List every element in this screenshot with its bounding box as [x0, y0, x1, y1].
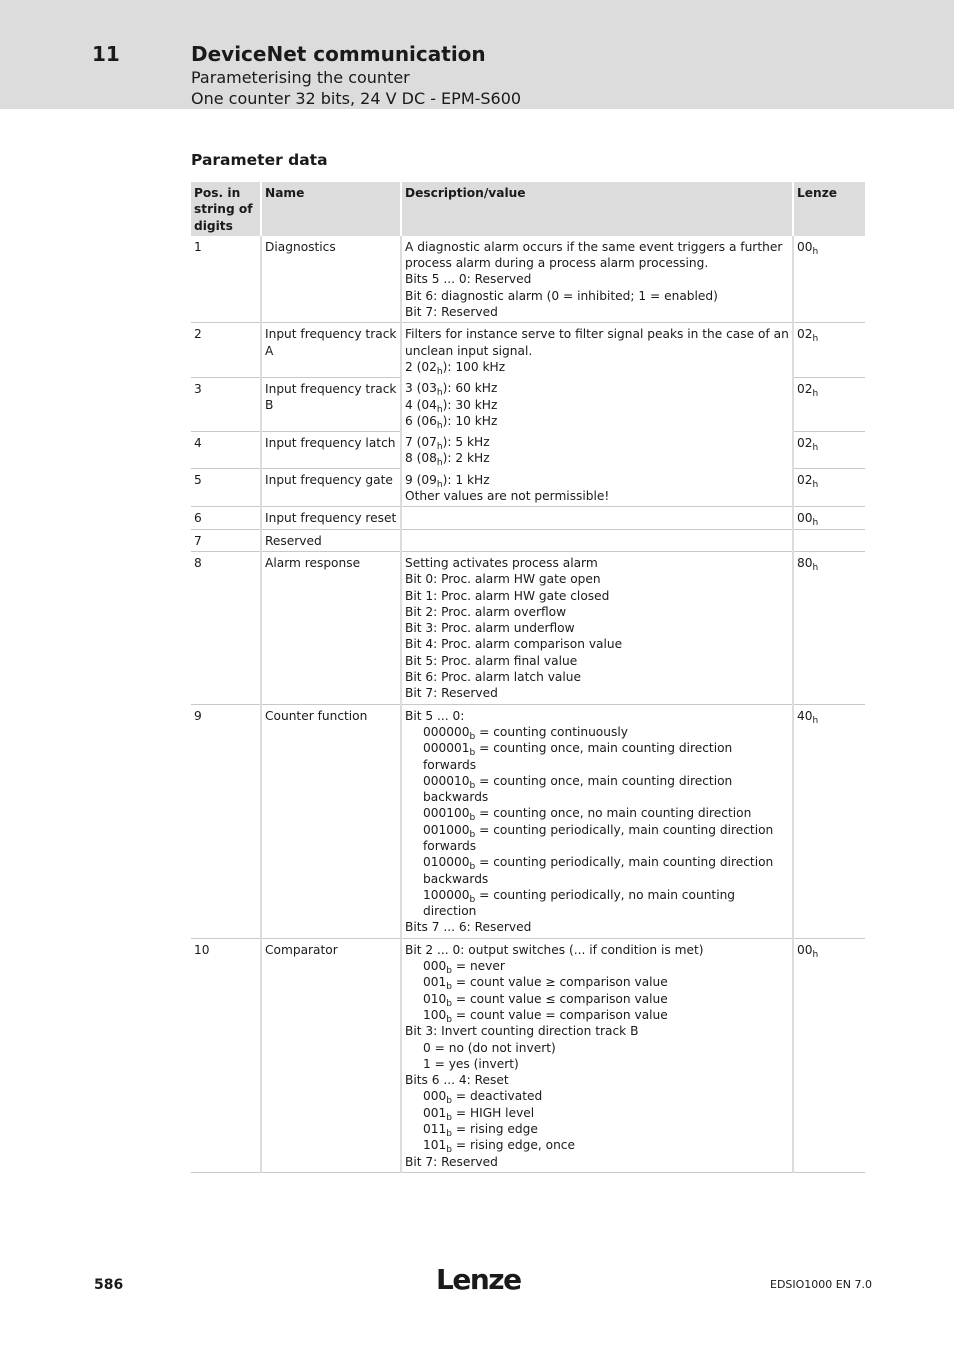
- desc-line: $001_b$ = HIGH level: [423, 1105, 535, 1123]
- cell-pos: 4: [191, 431, 261, 469]
- cell-lenze: [793, 236, 865, 323]
- cell-pos: 6: [191, 507, 261, 529]
- cell-name: Input frequency track A: [261, 323, 401, 377]
- desc-line: 9 $(09_h)$: 1 kHz: [405, 472, 490, 490]
- lenze-value: 00: [797, 511, 813, 526]
- lenze-sub: h: [812, 334, 819, 345]
- desc-line: 0 = no (do not invert): [423, 1040, 556, 1055]
- desc-line: Bits 7 ... 6: Reserved: [405, 920, 532, 935]
- cell-pos: 5: [191, 469, 261, 507]
- desc-line: Bit 7: Reserved: [405, 305, 498, 320]
- column-header-pos: Pos. in string of digits: [191, 182, 261, 236]
- subtitle-1: Parameterising the counter: [191, 68, 410, 87]
- desc-line: Bits 6 ... 4: Reset: [405, 1073, 509, 1088]
- subtitle-2: One counter 32 bits, 24 V DC - EPM-S600: [191, 89, 522, 108]
- table-row: [191, 938, 865, 1172]
- desc-line: Bits 5 ... 0: Reserved: [405, 272, 532, 287]
- cell-name: Input frequency gate: [261, 469, 401, 507]
- desc-line: $001000_b$ = counting periodically, main counting direction forwards: [423, 822, 774, 853]
- cell-name: Input frequency track B: [261, 377, 401, 431]
- lenze-logo: Lenze: [436, 1263, 521, 1296]
- lenze-sub: h: [812, 518, 819, 529]
- desc-line: $001_b$ = count value ≥ comparison value: [423, 975, 668, 993]
- desc-line: $000001_b$ = counting once, main counting direction forwards: [423, 741, 733, 772]
- desc-line: Bit 3: Invert counting direction track B: [405, 1024, 639, 1039]
- lenze-value: 02: [797, 435, 813, 450]
- cell-pos: 9: [191, 704, 261, 938]
- cell-lenze: [793, 551, 865, 704]
- desc-line: Bit 6: diagnostic alarm (0 = inhibited; 1 = enabled): [405, 288, 718, 303]
- cell-description: [401, 431, 793, 469]
- cell-description: [401, 529, 793, 551]
- desc-line: Bit 2: Proc. alarm overflow: [405, 604, 567, 619]
- lenze-value: 80: [797, 555, 813, 570]
- cell-name: Diagnostics: [261, 236, 401, 323]
- cell-description: [401, 551, 793, 704]
- cell-pos: 3: [191, 377, 261, 431]
- desc-line: 7 $(07_h)$: 5 kHz: [405, 435, 490, 453]
- desc-line: 1 = yes (invert): [423, 1056, 519, 1071]
- cell-description: [401, 323, 793, 377]
- desc-line: $101_b = rising$ edge, once: [423, 1138, 576, 1156]
- page-number: 586: [94, 1277, 124, 1293]
- desc-line: $000_b$ = deactivated: [423, 1089, 543, 1107]
- lenze-sub: h: [812, 442, 819, 453]
- lenze-value: 00: [797, 942, 813, 957]
- table-row: [191, 529, 865, 551]
- desc-line: $011_b = rising$ edge: [423, 1122, 538, 1140]
- lenze-value: 00: [797, 239, 813, 254]
- table-row: [191, 377, 865, 431]
- desc-line: Bit 3: Proc. alarm underflow: [405, 621, 575, 636]
- cell-lenze: [793, 469, 865, 507]
- lenze-sub: h: [812, 480, 819, 491]
- lenze-value: 02: [797, 381, 813, 396]
- desc-line: $000010_b$ = counting once, main counting direction backwards: [423, 773, 733, 805]
- desc-line: 8 $(08_h)$: 2 kHz: [405, 451, 490, 469]
- cell-pos: 1: [191, 236, 261, 323]
- cell-lenze: [793, 323, 865, 377]
- desc-line: Bit 7: Reserved: [405, 686, 498, 701]
- cell-description: [401, 938, 793, 1172]
- desc-line: $000000_b$ = counting continuously: [423, 724, 628, 742]
- desc-line: Other values are not permissible!: [405, 489, 610, 504]
- lenze-sub: h: [812, 246, 819, 257]
- desc-line: 2 $(02_h)$: 100 kHz: [405, 359, 506, 377]
- cell-name: Counter function: [261, 704, 401, 938]
- desc-line: Bit 5 ... 0:: [405, 708, 465, 723]
- cell-lenze: [793, 529, 865, 551]
- table-row: [191, 469, 865, 507]
- desc-line: A diagnostic alarm occurs if the same event triggers a further process alarm during a process alarm processing.: [405, 239, 783, 271]
- cell-pos: 10: [191, 938, 261, 1172]
- desc-line: Bit 0: Proc. alarm HW gate open: [405, 572, 601, 587]
- table-row: [191, 323, 865, 377]
- cell-description: [401, 704, 793, 938]
- chapter-title: DeviceNet communication: [191, 42, 486, 66]
- table-header-row: [191, 182, 865, 236]
- cell-lenze: [793, 704, 865, 938]
- cell-name: Input frequency reset: [261, 507, 401, 529]
- desc-line: Bit 6: Proc. alarm latch value: [405, 670, 582, 685]
- cell-name: Input frequency latch: [261, 431, 401, 469]
- cell-description: [401, 377, 793, 431]
- desc-line: Setting activates process alarm: [405, 555, 598, 570]
- desc-line: $010000_b$ = counting periodically, main counting direction backwards: [423, 855, 774, 886]
- desc-line: $100_b$ = count value = comparison value: [423, 1007, 668, 1025]
- desc-line: 6 $(06_h)$: 10 kHz: [405, 413, 498, 431]
- table-row: [191, 236, 865, 323]
- desc-line: Bit 1: Proc. alarm HW gate closed: [405, 588, 610, 603]
- cell-description: [401, 236, 793, 323]
- table-row: [191, 431, 865, 469]
- parameter-table: [191, 182, 865, 1173]
- desc-line: $100000_b$ = counting periodically, no main counting direction: [423, 887, 736, 919]
- cell-lenze: [793, 377, 865, 431]
- table-row: [191, 507, 865, 529]
- lenze-sub: h: [812, 562, 819, 573]
- lenze-value: 02: [797, 473, 813, 488]
- desc-line: Bit 4: Proc. alarm comparison value: [405, 637, 623, 652]
- lenze-sub: h: [812, 388, 819, 399]
- desc-line: $000_b$ = never: [423, 959, 505, 977]
- column-header-lenze: Lenze: [793, 182, 865, 236]
- desc-line: $010_b$ = count value ≤ comparison value: [423, 991, 668, 1009]
- cell-pos: 7: [191, 529, 261, 551]
- desc-line: $000100_b$ = counting once, no main counting direction: [423, 806, 752, 824]
- cell-pos: 8: [191, 551, 261, 704]
- cell-lenze: [793, 431, 865, 469]
- cell-name: Alarm response: [261, 551, 401, 704]
- column-header-description: Description/value: [401, 182, 793, 236]
- lenze-sub: h: [812, 715, 819, 726]
- lenze-value: 02: [797, 327, 813, 342]
- desc-line: 4 $(04_h)$: 30 kHz: [405, 397, 498, 415]
- cell-description: [401, 469, 793, 507]
- cell-lenze: [793, 507, 865, 529]
- column-header-name: Name: [261, 182, 401, 236]
- table-row: [191, 704, 865, 938]
- cell-description: [401, 507, 793, 529]
- cell-pos: 2: [191, 323, 261, 377]
- desc-line: Bit 7: Reserved: [405, 1154, 498, 1169]
- cell-lenze: [793, 938, 865, 1172]
- desc-line: Bit 2 ... 0: output switches (... if condition is met): [405, 942, 704, 957]
- cell-name: Reserved: [261, 529, 401, 551]
- desc-line: Bit 5: Proc. alarm final value: [405, 653, 578, 668]
- section-title: Parameter data: [191, 151, 328, 169]
- desc-line: 3 $(03_h)$: 60 kHz: [405, 381, 498, 399]
- desc-line: Filters for instance serve to filter signal peaks in the case of an unclean input signal.: [405, 327, 789, 358]
- document-id: EDSIO1000 EN 7.0: [770, 1278, 872, 1291]
- table-row: [191, 551, 865, 704]
- lenze-sub: h: [812, 949, 819, 960]
- lenze-value: 40: [797, 708, 813, 723]
- chapter-number: 11: [92, 42, 120, 66]
- cell-name: Comparator: [261, 938, 401, 1172]
